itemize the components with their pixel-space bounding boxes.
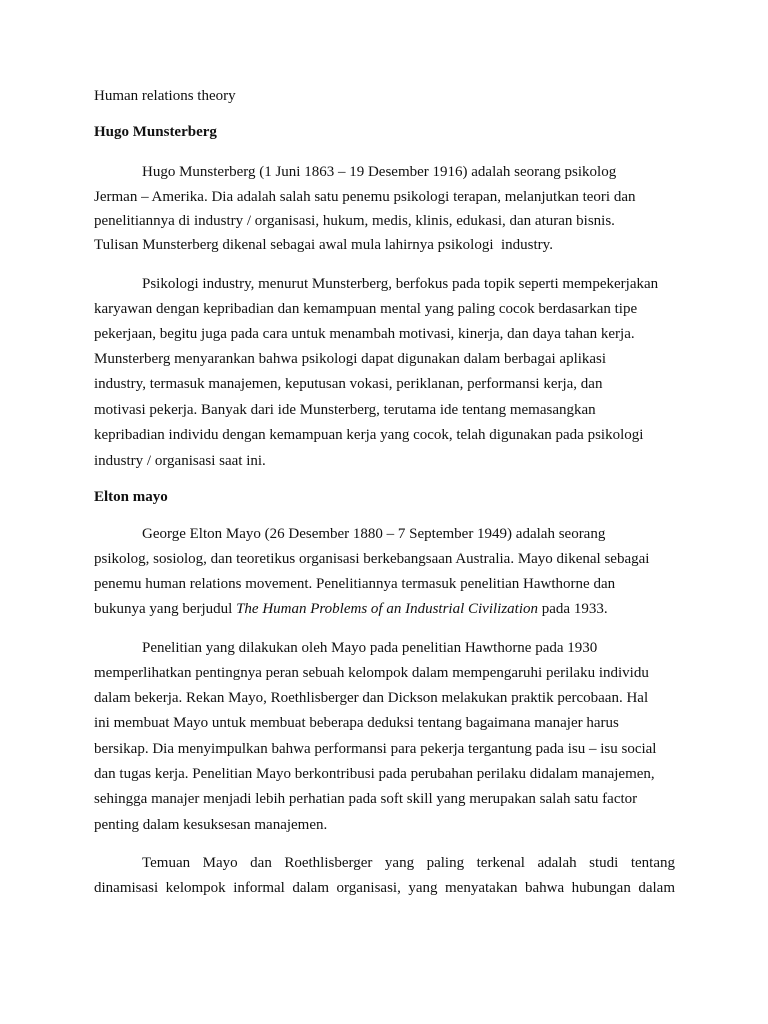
text-line: Jerman – Amerika. Dia adalah salah satu penemu psikologi terapan, melanjutkan teori dan bbox=[94, 189, 636, 205]
section-heading-munsterberg: Hugo Munsterberg bbox=[94, 124, 217, 140]
text-line: dalam bekerja. Rekan Mayo, Roethlisberger dan Dickson melakukan praktik percobaan. Hal bbox=[94, 690, 649, 706]
text-line: George Elton Mayo (26 Desember 1880 – 7 September 1949) adalah seorang bbox=[142, 526, 606, 542]
text-line: karyawan dengan kepribadian dan kemampuan mental yang paling cocok berdasarkan tipe bbox=[94, 301, 638, 317]
text-line: sehingga manajer menjadi lebih perhatian pada soft skill yang merupakan salah satu factor bbox=[94, 791, 638, 807]
text-line: ini membuat Mayo untuk membuat beberapa deduksi tentang bagaimana manajer harus bbox=[94, 715, 619, 731]
text-line: Penelitian yang dilakukan oleh Mayo pada penelitian Hawthorne pada 1930 bbox=[142, 640, 598, 656]
text-line: psikolog, sosiolog, dan teoretikus organisasi berkebangsaan Australia. Mayo dikenal sebagai bbox=[94, 551, 650, 567]
text-line: pekerjaan, begitu juga pada cara untuk menambah motivasi, kinerja, dan daya tahan kerja. bbox=[94, 326, 635, 342]
text-line: penting dalam kesuksesan manajemen. bbox=[94, 817, 328, 833]
text-line: bersikap. Dia menyimpulkan bahwa performansi para pekerja tergantung pada isu – isu social bbox=[94, 741, 657, 757]
text-fragment: bukunya yang berjudul bbox=[94, 601, 237, 617]
text-line: Temuan Mayo dan Roethlisberger yang paling terkenal adalah studi tentang bbox=[142, 855, 675, 871]
text-line: dan tugas kerja. Penelitian Mayo berkontribusi pada perubahan perilaku didalam manajemen, bbox=[94, 766, 655, 782]
text-line: industry / organisasi saat ini. bbox=[94, 453, 266, 469]
text-fragment: pada 1933. bbox=[538, 601, 608, 617]
text-line: penemu human relations movement. Penelitiannya termasuk penelitian Hawthorne dan bbox=[94, 576, 616, 592]
text-line: penelitiannya di industry / organisasi, hukum, medis, klinis, edukasi, dan aturan bisnis. bbox=[94, 213, 615, 229]
text-line: Munsterberg menyarankan bahwa psikologi dapat digunakan dalam berbagai aplikasi bbox=[94, 351, 607, 367]
text-line: industry, termasuk manajemen, keputusan vokasi, periklanan, performansi kerja, dan bbox=[94, 376, 603, 392]
document-title: Human relations theory bbox=[94, 88, 236, 104]
text-line: Psikologi industry, menurut Munsterberg, berfokus pada topik seperti mempekerjakan bbox=[142, 276, 659, 292]
section-heading-mayo: Elton mayo bbox=[94, 489, 168, 505]
text-line: kepribadian individu dengan kemampuan kerja yang cocok, telah digunakan pada psikologi bbox=[94, 427, 644, 443]
text-line: Hugo Munsterberg (1 Juni 1863 – 19 Desember 1916) adalah seorang psikolog bbox=[142, 164, 617, 180]
book-title: The Human Problems of an Industrial Civilization bbox=[236, 601, 539, 617]
text-line-with-book-title bbox=[94, 600, 608, 618]
text-line: dinamisasi kelompok informal dalam organisasi, yang menyatakan bahwa hubungan dalam bbox=[94, 880, 675, 896]
text-line: Tulisan Munsterberg dikenal sebagai awal mula lahirnya psikologi industry. bbox=[94, 237, 553, 253]
text-line: memperlihatkan pentingnya peran sebuah kelompok dalam mempengaruhi perilaku individu bbox=[94, 665, 649, 681]
text-line: motivasi pekerja. Banyak dari ide Munsterberg, terutama ide tentang memasangkan bbox=[94, 402, 596, 418]
